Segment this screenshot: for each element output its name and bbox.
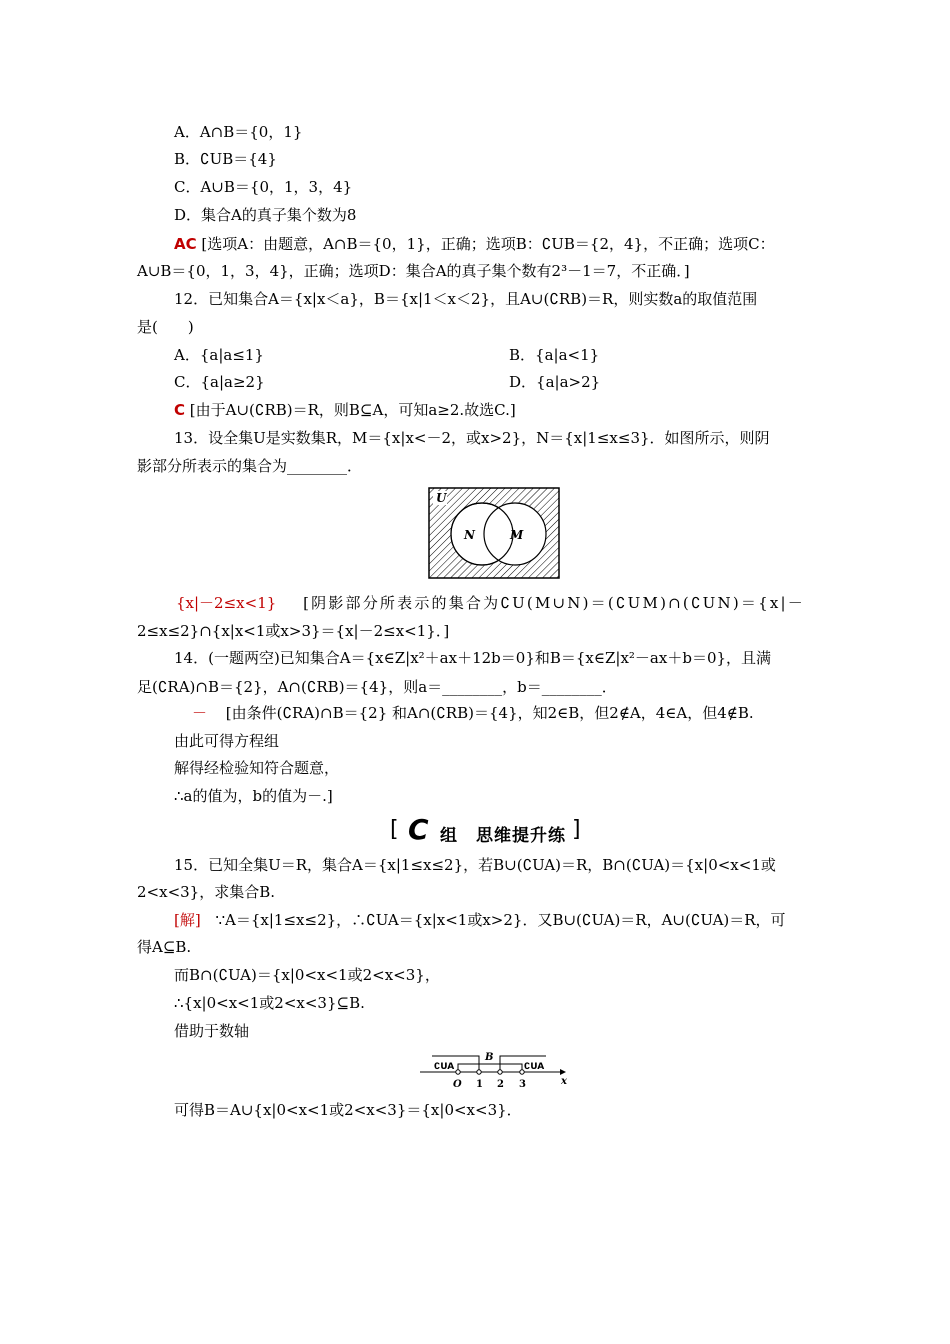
tick-label-3: 3 [519, 1079, 526, 1090]
venn-diagram [428, 487, 562, 581]
q13-stem-line1: 13．设全集U是实数集R，M＝{x|x<－2，或x>2}，N＝{x|1≤x≤3}．如图所示，则阴 [174, 429, 770, 447]
banner-letter: C [408, 813, 429, 846]
q14-explanation-line2: 由此可得方程组 [174, 732, 280, 750]
banner-title: 组 思维提升练 [440, 826, 566, 846]
q15-solution-line2: 得A⊆B. [137, 938, 192, 956]
q15-solution-line3: 而B∩(∁UA)＝{x|0<x<1或2<x<3}， [174, 966, 440, 984]
number-line-diagram [418, 1046, 578, 1092]
q13-answer: {x|－2≤x<1} [176, 594, 277, 612]
q12-option-d: D．{a|a>2} [509, 373, 601, 391]
q14-stem-line1: 14．(一题两空)已知集合A＝{x∈Z|x²＋ax＋12b＝0}和B＝{x∈Z|x²－ax＋b＝0}，且满 [174, 649, 772, 667]
q15-solution-line1 [174, 910, 786, 930]
banner-left-bracket: [ [390, 817, 399, 842]
venn-label-n: N [464, 528, 475, 542]
q11-option-a: A．A∩B＝{0，1} [174, 123, 303, 141]
number-line-arrow [560, 1069, 566, 1075]
q13-explanation-line2: 2≤x≤2}∩{x|x<1或x>3}＝{x|－2≤x<1}．] [137, 622, 450, 640]
venn-label-u: U [436, 491, 447, 505]
q14-explanation-line1 [192, 703, 754, 723]
q11-option-d: D．集合A的真子集个数为8 [174, 206, 357, 224]
point-2 [498, 1070, 502, 1074]
q15-solution-line4: ∴{x|0<x<1或2<x<3}⊆B. [174, 994, 365, 1012]
q15-sol1: ∵A＝{x|1≤x≤2}，∴∁UA＝{x|x<1或x>2}．又B∪(∁UA)＝R，A∪(∁UA)＝R，可 [215, 911, 786, 929]
q14-answer: － [192, 704, 208, 722]
point-1 [477, 1070, 481, 1074]
q12-option-b: B．{a|a<1} [509, 346, 600, 364]
q12-answer: C [174, 401, 186, 419]
q12-stem-line2: 是( ) [137, 318, 194, 336]
label-b: B [485, 1052, 494, 1063]
q15-solution-line6: 可得B＝A∪{x|0<x<1或2<x<3}＝{x|0<x<3}． [174, 1101, 522, 1119]
venn-label-m: M [510, 528, 524, 542]
q15-solution-label: [解] [174, 911, 201, 929]
q12-option-c: C．{a|a≥2} [174, 373, 265, 391]
tick-label-o: O [453, 1079, 462, 1090]
q11-answer: AC [174, 235, 197, 253]
point-0 [456, 1070, 460, 1074]
q14-exp1: [由条件(∁RA)∩B＝{2} 和A∩(∁RB)＝{4}，知2∈B，但2∉A，4∈A，但4∉B. [225, 704, 754, 722]
q11-exp1: [选项A：由题意，A∩B＝{0，1}，正确；选项B：∁UB＝{2，4}，不正确；选项C： [201, 235, 775, 253]
section-banner [380, 813, 581, 847]
q12-exp: [由于A∪(∁RB)＝R，则B⊆A，可知a≥2.故选C.] [189, 401, 516, 419]
q13-exp1: [阴影部分所表示的集合为∁U(M∪N)＝(∁UM)∩(∁UN)＝{x|－ [303, 594, 805, 612]
q14-explanation-line4: ∴a的值为，b的值为－.] [174, 787, 333, 805]
label-complement-left: ∁UA [434, 1062, 455, 1072]
set-b-bracket [458, 1064, 522, 1072]
q12-explanation [174, 400, 516, 420]
q15-solution-line5: 借助于数轴 [174, 1022, 250, 1040]
q12-option-a: A．{a|a≤1} [174, 346, 264, 364]
q13-explanation-line1 [176, 593, 805, 613]
q14-explanation-line3: 解得经检验知符合题意， [174, 759, 340, 777]
tick-label-2: 2 [497, 1079, 504, 1090]
q11-option-c: C．A∪B＝{0，1，3，4} [174, 178, 353, 196]
tick-label-1: 1 [476, 1079, 483, 1090]
q13-stem-line2: 影部分所表示的集合为________． [137, 457, 363, 475]
q11-option-b: B．∁UB＝{4} [174, 150, 277, 168]
q12-stem-line1: 12．已知集合A＝{x|x＜a}，B＝{x|1＜x＜2}，且A∪(∁RB)＝R，则实数a的取值范围 [174, 290, 758, 308]
axis-label-x: x [561, 1076, 567, 1087]
q11-explanation-line2: A∪B＝{0，1，3，4}，正确；选项D：集合A的真子集个数有2³－1＝7，不正确．] [137, 262, 690, 280]
banner-right-bracket: ] [572, 817, 581, 842]
q15-stem-line2: 2<x<3}，求集合B. [137, 883, 276, 901]
q15-stem-line1: 15．已知全集U＝R，集合A＝{x|1≤x≤2}，若B∪(∁UA)＝R，B∩(∁UA)＝{x|0<x<1或 [174, 856, 776, 874]
label-complement-right: ∁UA [524, 1062, 545, 1072]
q11-explanation-line1 [174, 234, 775, 254]
q14-stem-line2: 足(∁RA)∩B＝{2}，A∩(∁RB)＝{4}，则a＝________，b＝________． [137, 678, 617, 696]
